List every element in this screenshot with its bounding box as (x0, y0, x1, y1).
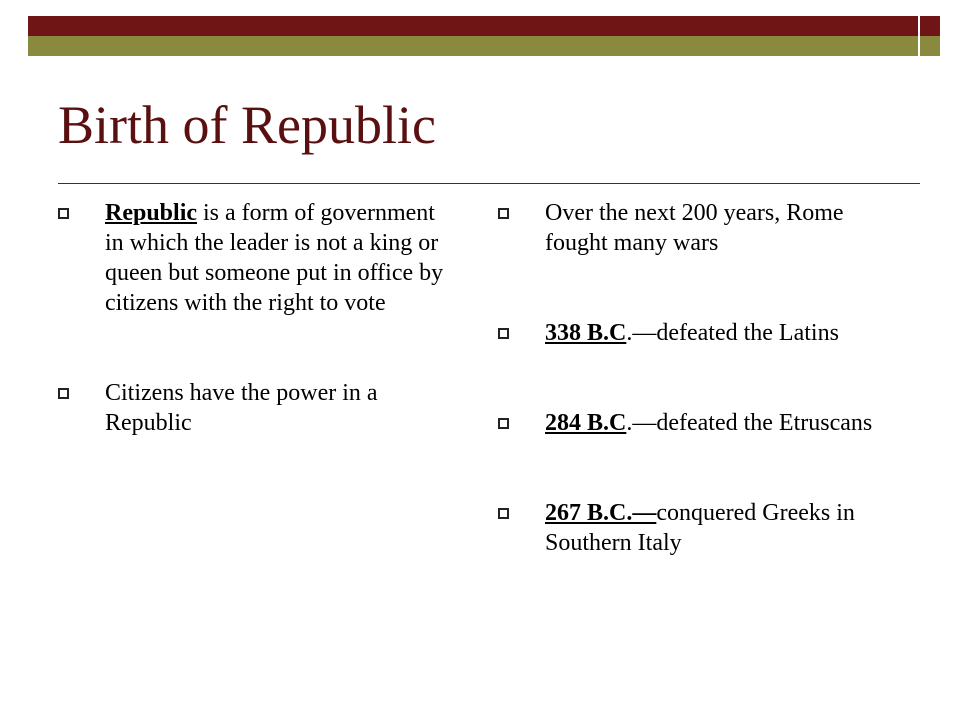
square-bullet-icon (498, 508, 509, 519)
bullet-284-bc (498, 408, 878, 438)
title-divider (58, 183, 920, 184)
header-corner-accent (920, 16, 940, 36)
date-label: 267 B.C.— (545, 500, 657, 526)
bullet-text (545, 408, 878, 438)
square-bullet-icon (498, 208, 509, 219)
event-text: .—defeated the Latins (626, 320, 839, 346)
header-band (28, 16, 918, 56)
definition-text: is a form of government in which the leader is not a king or queen but someone put in office by citizens with the right to vote (105, 200, 444, 316)
bullet-text (545, 318, 878, 348)
slide-title: Birth of Republic (58, 95, 436, 155)
date-label: 284 B.C (545, 410, 627, 436)
bullet-text (545, 498, 878, 558)
bullet-338-bc (498, 318, 878, 348)
square-bullet-icon (58, 208, 69, 219)
bullet-text: Citizens have the power in a Republic (105, 380, 378, 436)
bullet-267-bc (498, 498, 878, 558)
bullet-wars-intro (498, 198, 878, 258)
event-text: conquered Greeks in Southern Italy (545, 500, 855, 556)
bullet-text: Over the next 200 years, Rome fought many wars (545, 200, 844, 256)
event-text: .—defeated the Etruscans (626, 410, 873, 436)
header-band-olive (28, 36, 918, 56)
header-band-dark (28, 16, 918, 36)
term-republic: Republic (105, 200, 198, 226)
bullet-text (105, 198, 458, 318)
header-corner-olive (920, 36, 940, 56)
right-bullet-column (498, 198, 878, 588)
bullet-republic-definition (58, 198, 458, 318)
bullet-citizens-power (58, 378, 458, 438)
square-bullet-icon (498, 418, 509, 429)
left-bullet-column (58, 198, 458, 468)
date-label: 338 B.C (545, 320, 627, 346)
square-bullet-icon (58, 388, 69, 399)
square-bullet-icon (498, 328, 509, 339)
